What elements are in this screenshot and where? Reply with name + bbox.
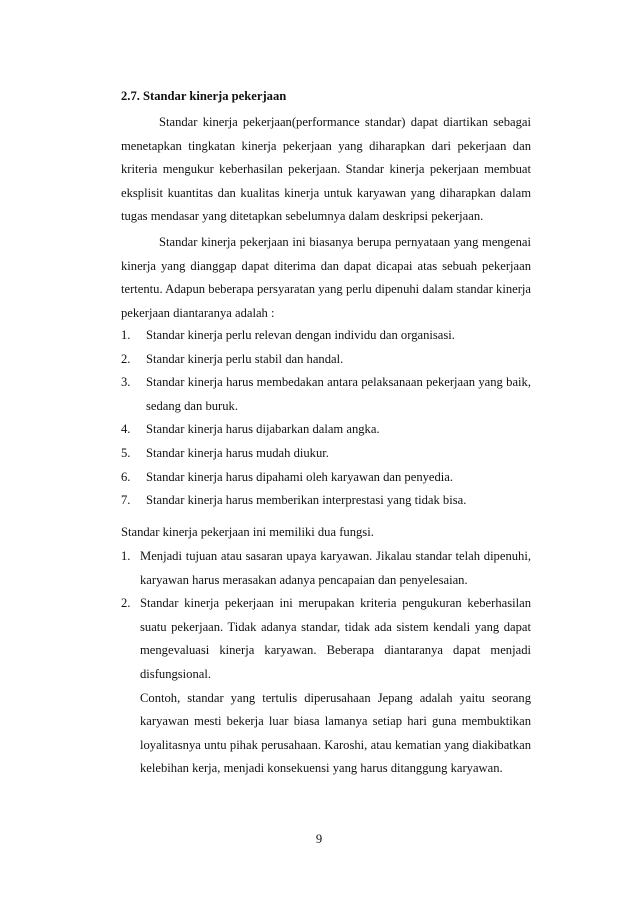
- list-item-number: 2.: [121, 351, 131, 366]
- list-item: [121, 489, 531, 513]
- requirements-list: [121, 324, 531, 513]
- list-item-number: 5.: [121, 445, 131, 460]
- list-item: [121, 371, 531, 418]
- list-item-number: 4.: [121, 422, 131, 437]
- page-number: 9: [315, 832, 323, 846]
- section-heading: 2.7. Standar kinerja pekerjaan: [121, 89, 287, 103]
- list-item: [121, 348, 531, 372]
- list-item-number: 3.: [121, 375, 131, 390]
- functions-list: [121, 545, 531, 781]
- list-item-text: Standar kinerja harus memberikan interprestasi yang tidak bisa.: [146, 493, 467, 508]
- list-item-number: 1.: [121, 328, 131, 342]
- list-item-text: Standar kinerja harus mudah diukur.: [146, 445, 329, 460]
- functions-intro: Standar kinerja pekerjaan ini memiliki dua fungsi.: [121, 525, 374, 539]
- list-item: [121, 545, 531, 592]
- list-item-text: Standar kinerja pekerjaan ini merupakan kriteria pengukuran keberhasilan suatu pekerjaan. Tidak adanya standar, tidak ada sistem kendali yang dapat mengevaluasi kinerja karyawan. Beberapa diantaranya dapat menjadi disfungsional.: [140, 596, 531, 681]
- list-item: [121, 324, 531, 348]
- list-item: [121, 442, 531, 466]
- example-paragraph: Contoh, standar yang tertulis diperusahaan Jepang adalah yaitu seorang karyawan mesti bekerja luar biasa lamanya setiap hari guna membuktikan loyalitasnya untu pihak perusahaan. Karoshi, atau kematian yang diakibatkan kelebihan kerja, menjadi konsekuensi yang harus ditanggung karyawan.: [140, 690, 531, 776]
- list-item: [121, 466, 531, 490]
- paragraph-requirements-intro: Standar kinerja pekerjaan ini biasanya berupa pernyataan yang mengenai kinerja yang dianggap dapat diterima dan dapat dicapai atas sebuah pekerjaan tertentu. Adapun beberapa persyaratan yang perlu dipenuhi dalam standar kinerja pekerjaan diantaranya adalah :: [121, 235, 531, 320]
- list-item: [121, 418, 531, 442]
- list-item-text: Standar kinerja harus dijabarkan dalam angka.: [146, 422, 380, 437]
- list-item-text: Standar kinerja harus dipahami oleh karyawan dan penyedia.: [146, 469, 454, 484]
- list-item-text: Menjadi tujuan atau sasaran upaya karyawan. Jikalau standar telah dipenuhi, karyawan harus merasakan adanya pencapaian dan penyelesaian.: [140, 549, 531, 587]
- list-item-number: 6.: [121, 469, 131, 484]
- list-item-number: 1.: [121, 549, 131, 563]
- paragraph-definition: Standar kinerja pekerjaan(performance standar) dapat diartikan sebagai menetapkan tingkatan kinerja pekerjaan yang diharapkan dari pekerjaan dan kriteria mengukur keberhasilan pekerjaan. Standar kinerja pekerjaan membuat eksplisit kuantitas dan kualitas kinerja untuk karyawan yang diharapkan dalam tugas mendasar yang ditetapkan sebelumnya dalam deskripsi pekerjaan.: [121, 115, 531, 224]
- list-item-number: 7.: [121, 493, 131, 508]
- list-item-text: Standar kinerja harus membedakan antara pelaksanaan pekerjaan yang baik, sedang dan buruk.: [146, 375, 531, 413]
- list-item: [121, 592, 531, 781]
- list-item-text: Standar kinerja perlu relevan dengan individu dan organisasi.: [146, 328, 455, 342]
- list-item-text: Standar kinerja perlu stabil dan handal.: [146, 351, 344, 366]
- list-item-number: 2.: [121, 596, 131, 611]
